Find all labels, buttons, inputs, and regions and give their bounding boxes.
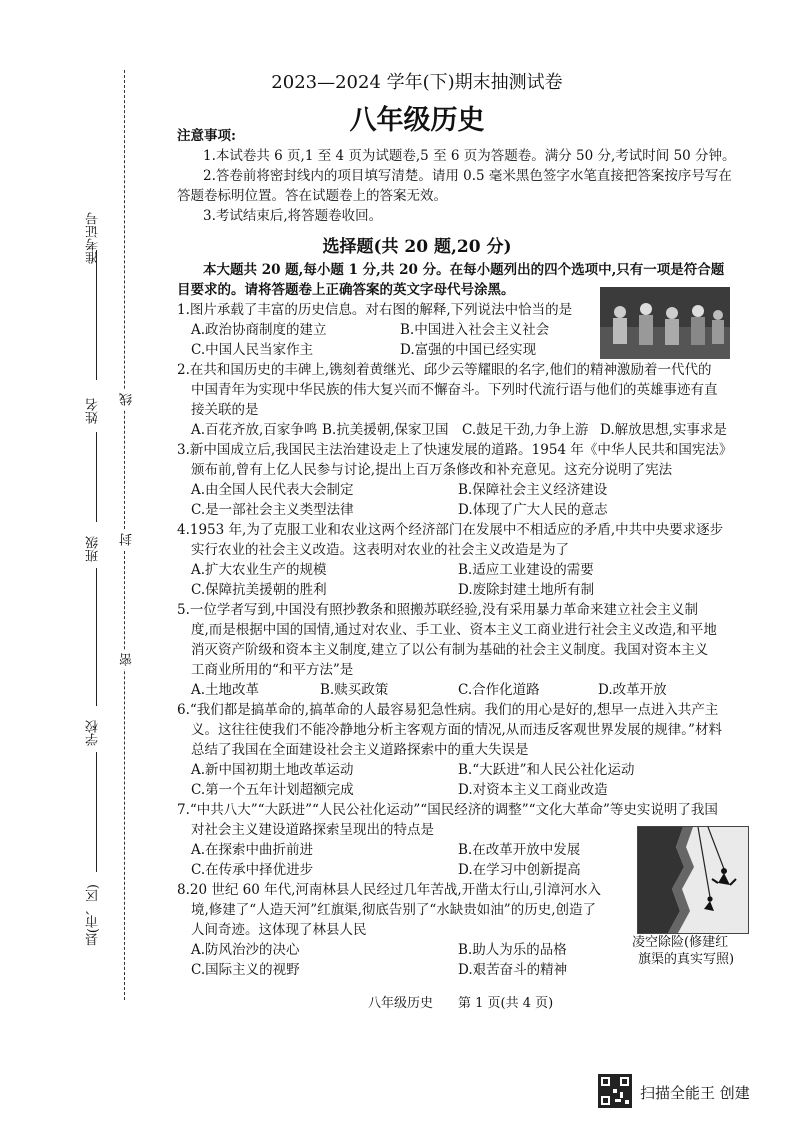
notice-item: 2.答卷前将密封线内的项目填写清楚。请用 0.5 毫米黑色签字水笔直接把答案按序号写在 xyxy=(203,168,732,184)
option-b[interactable]: B.中国进入社会主义社会 xyxy=(400,322,550,338)
question-stem: 6.“我们都是搞革命的,搞革命的人最容易犯急性病。我们的用心是好的,想早一点进入共产主 xyxy=(177,702,719,718)
notice-heading: 注意事项: xyxy=(177,128,236,144)
option-d[interactable]: D.废除封建土地所有制 xyxy=(458,582,595,598)
seal-char-xian: 线 xyxy=(118,390,137,409)
option-c[interactable]: C.合作化道路 xyxy=(458,682,540,698)
red-flag-canal-photo xyxy=(637,826,749,934)
name-field-line[interactable] xyxy=(96,250,97,380)
option-c[interactable]: C.是一部社会主义类型法律 xyxy=(191,502,354,518)
historical-meeting-photo xyxy=(600,287,730,359)
question-stem: 1.图片承载了丰富的历史信息。对右图的解释,下列说法中恰当的是 xyxy=(177,302,573,318)
option-c[interactable]: C.中国人民当家作主 xyxy=(191,342,314,358)
question-stem: 3.新中国成立后,我国民主法治建设走上了快速发展的道路。1954 年《中华人民共和国宪法》 xyxy=(177,442,733,458)
question-stem: 消灭资产阶级和资本主义制度,建立了以公有制为基础的社会主义制度。我国对资本主义 xyxy=(191,642,709,658)
option-b[interactable]: B.抗美援朝,保家卫国 xyxy=(322,422,449,438)
school-label: 学校 xyxy=(86,720,101,746)
seal-char-mi: 密 xyxy=(118,650,137,669)
question-stem: 5.一位学者写到,中国没有照抄教条和照搬苏联经验,没有采用暴力革命来建立社会主义制 xyxy=(177,602,698,618)
option-b[interactable]: B.“大跃进”和人民公社化运动 xyxy=(458,762,635,778)
qr-code-icon xyxy=(598,1074,632,1108)
footer-page-number: 第 1 页(共 4 页) xyxy=(458,996,554,1011)
option-c[interactable]: C.在传承中择优进步 xyxy=(191,862,314,878)
section-title: 选择题(共 20 题,20 分) xyxy=(322,237,512,257)
question-stem: 对社会主义建设道路探索呈现出的特点是 xyxy=(191,822,434,838)
option-c[interactable]: C.第一个五年计划超额完成 xyxy=(191,782,354,798)
notice-item: 3.考试结束后,将答题卷收回。 xyxy=(203,208,383,224)
option-d[interactable]: D.在学习中创新提高 xyxy=(458,862,581,878)
option-b[interactable]: B.赎买政策 xyxy=(320,682,389,698)
option-a[interactable]: A.在探索中曲折前进 xyxy=(191,842,314,858)
question-stem: 7.“中共八大”“大跃进”“人民公社化运动”“国民经济的调整”“文化大革命”等史实说明了我国 xyxy=(177,802,718,818)
option-a[interactable]: A.扩大农业生产的规模 xyxy=(191,562,327,578)
option-d[interactable]: D.艰苦奋斗的精神 xyxy=(458,962,568,978)
question-stem: 工商业所用的“和平方法”是 xyxy=(191,662,354,678)
option-a[interactable]: A.百花齐放,百家争鸣 xyxy=(191,422,318,438)
option-c[interactable]: C.国际主义的视野 xyxy=(191,962,300,978)
notice-item: 1.本试卷共 6 页,1 至 4 页为试题卷,5 至 6 页为答题卷。满分 50 分,考试时间 50 分钟。 xyxy=(203,148,736,164)
option-b[interactable]: B.助人为乐的品格 xyxy=(458,942,567,958)
seal-char-feng: 封 xyxy=(118,530,137,549)
footer-subject: 八年级历史 xyxy=(368,996,434,1011)
option-a[interactable]: A.防风治沙的决心 xyxy=(191,942,300,958)
option-c[interactable]: C.鼓足干劲,力争上游 xyxy=(462,422,589,438)
question-stem: 8.20 世纪 60 年代,河南林县人民经过几年苦战,开凿太行山,引漳河水入 xyxy=(177,882,601,898)
photo-caption: 凌空除险(修建红 xyxy=(632,935,729,950)
name-label: 姓名 xyxy=(86,398,101,424)
question-stem: 总结了我国在全面建设社会主义道路探索中的重大失误是 xyxy=(191,742,529,758)
county-label: 县(市、区) xyxy=(86,884,101,947)
question-stem: 境,修建了“人造天河”红旗渠,彻底告别了“水缺贵如油”的历史,创造了 xyxy=(191,902,596,918)
question-stem: 实行农业的社会主义改造。这表明对农业的社会主义改造是为了 xyxy=(191,542,569,558)
option-c[interactable]: C.保障抗美援朝的胜利 xyxy=(191,582,327,598)
option-d[interactable]: D.体现了广大人民的意志 xyxy=(458,502,608,518)
section-instructions: 目要求的。请将答题卷上正确答案的英文字母代号涂黑。 xyxy=(177,282,515,298)
option-a[interactable]: A.土地改革 xyxy=(191,682,260,698)
county-field-line[interactable] xyxy=(96,752,97,872)
option-d[interactable]: D.改革开放 xyxy=(598,682,667,698)
question-stem: 人间奇迹。这体现了林县人民 xyxy=(191,922,367,938)
question-stem: 度,而是根据中国的国情,通过对农业、手工业、资本主义工商业进行社会主义改造,和平地 xyxy=(191,622,717,638)
exam-title: 2023—2024 学年(下)期末抽测试卷 xyxy=(271,72,563,93)
option-d[interactable]: D.解放思想,实事求是 xyxy=(600,422,727,438)
question-stem: 义。这往往使我们不能冷静地分析主客观方面的情况,从而违反客观世界发展的规律。”材料 xyxy=(191,722,722,738)
option-d[interactable]: D.对资本主义工商业改造 xyxy=(458,782,608,798)
admission-no-label: 准考证号 xyxy=(86,212,101,264)
question-stem: 中国青年为实现中华民族的伟大复兴而不懈奋斗。下列时代流行语与他们的英雄事迹有直 xyxy=(191,382,718,398)
school-field-line[interactable] xyxy=(96,568,97,706)
option-b[interactable]: B.在改革开放中发展 xyxy=(458,842,581,858)
option-d[interactable]: D.富强的中国已经实现 xyxy=(400,342,537,358)
question-stem: 2.在共和国历史的丰碑上,镌刻着黄继光、邱少云等耀眼的名字,他们的精神激励着一代代的 xyxy=(177,362,712,378)
scanner-watermark: 扫描全能王 创建 xyxy=(640,1084,750,1102)
subject-title: 八年级历史 xyxy=(349,105,485,136)
question-stem: 4.1953 年,为了克服工业和农业这两个经济部门在发展中不相适应的矛盾,中共中央要求逐步 xyxy=(177,522,724,538)
photo-caption: 旗渠的真实写照) xyxy=(638,952,735,967)
class-field-line[interactable] xyxy=(96,432,97,522)
option-a[interactable]: A.新中国初期土地改革运动 xyxy=(191,762,354,778)
class-label: 班级 xyxy=(86,536,101,562)
question-stem: 颁布前,曾有上亿人民参与讨论,提出上百万条修改和补充意见。这充分说明了宪法 xyxy=(191,462,673,478)
notice-item: 答题卷标明位置。答在试题卷上的答案无效。 xyxy=(177,188,447,204)
option-a[interactable]: A.政治协商制度的建立 xyxy=(191,322,327,338)
option-b[interactable]: B.适应工业建设的需要 xyxy=(458,562,594,578)
option-b[interactable]: B.保障社会主义经济建设 xyxy=(458,482,608,498)
question-stem: 接关联的是 xyxy=(191,402,259,418)
option-a[interactable]: A.由全国人民代表大会制定 xyxy=(191,482,354,498)
section-instructions: 本大题共 20 题,每小题 1 分,共 20 分。在每小题列出的四个选项中,只有一项是符合题 xyxy=(203,262,725,278)
